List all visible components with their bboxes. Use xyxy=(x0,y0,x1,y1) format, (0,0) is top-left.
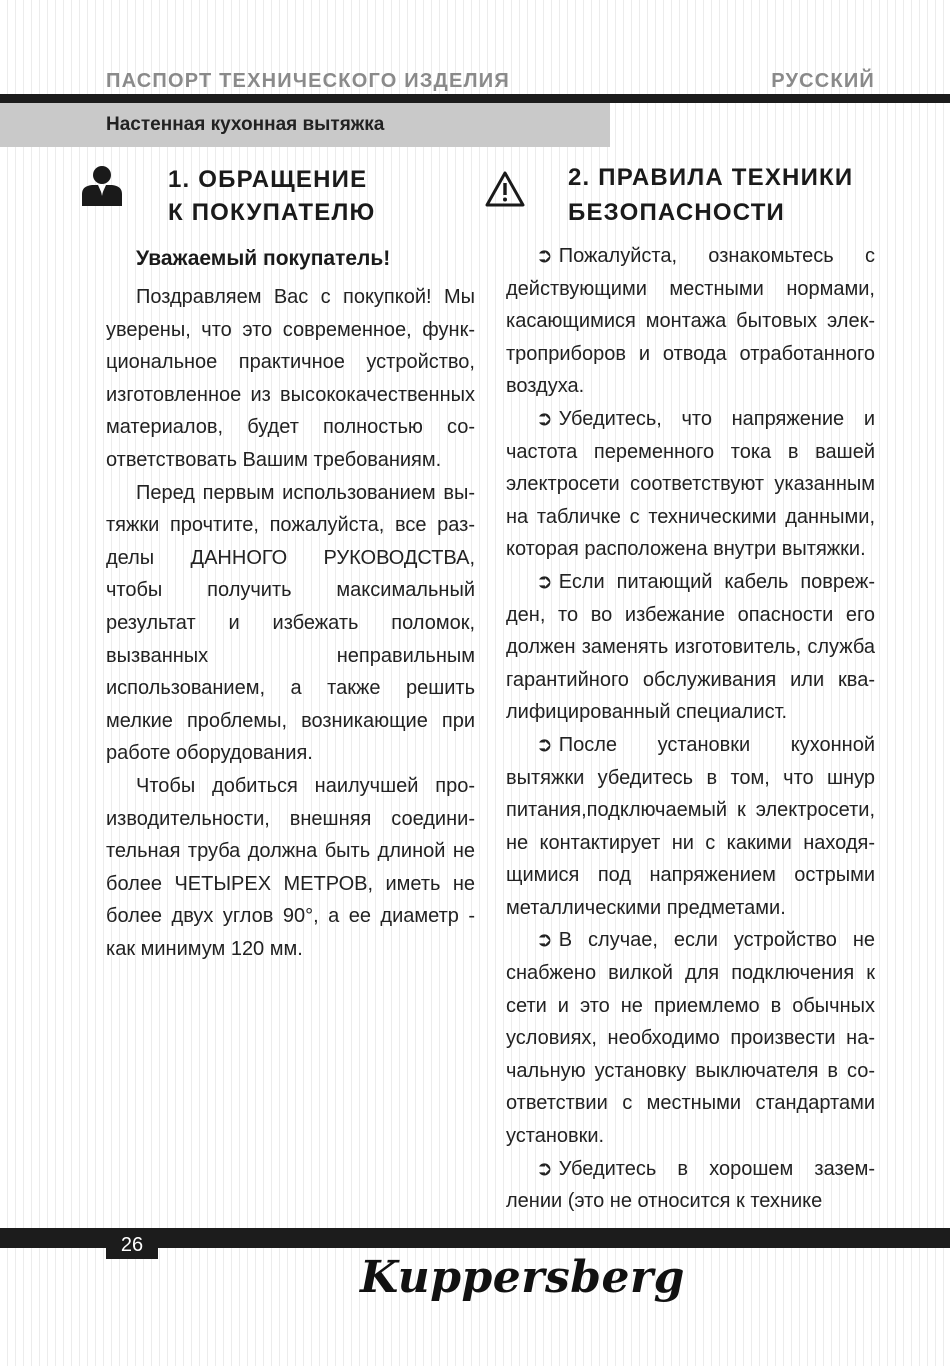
list-item-text: В случае, если устройство не снабжено вилкой для подключения к сети и это не приемлемо в обычных условиях, необходимо произвести начальную установку выключателя в соответствии с местными стандартами установки. xyxy=(506,929,875,1148)
list-item xyxy=(506,566,875,729)
arrow-bullet-icon: ➲ xyxy=(536,733,553,756)
list-item xyxy=(506,1153,875,1218)
warning-icon xyxy=(484,170,526,208)
person-icon xyxy=(80,164,124,206)
paragraph: Чтобы добиться наилучшей производительности, внешняя соединительная труба должна быть длиной не более ЧЕТЫРЕХ МЕТРОВ, иметь не более двух углов 90°, а ее диаметр - как минимум 120 мм. xyxy=(106,774,475,960)
language-label: РУССКИЙ xyxy=(771,70,875,92)
list-item-text: После установки кухонной вытяжки убедитесь в том, что шнур питания,подключаемый к электросети, не контактирует ни с какими находящимися под напряжением острыми металлическими предметами. xyxy=(506,733,875,919)
section-safety-rules xyxy=(506,160,875,1218)
list-item-text: Если питающий кабель поврежден, то во избежание опасности его должен заменять изготовитель, служба гарантийного обслуживания или квалифицированный специалист. xyxy=(506,570,875,724)
greeting: Уважаемый покупатель! xyxy=(136,247,391,270)
section-title xyxy=(168,163,475,229)
list-item-text: Пожалуйста, ознакомьтесь с действующими местными нормами, касающимися монтажа бытовых электроприборов и отвода отработанного воздуха. xyxy=(506,245,875,398)
safety-list xyxy=(506,240,875,1218)
list-item xyxy=(506,729,875,925)
list-item xyxy=(506,924,875,1152)
arrow-bullet-icon: ➲ xyxy=(536,570,553,593)
arrow-bullet-icon: ➲ xyxy=(536,407,553,430)
arrow-bullet-icon: ➲ xyxy=(536,245,553,267)
paragraph: Поздравляем Вас с покупкой! Мы уверены, что это современное, функциональное практичное устройство, изготовленное из высококачественных материалов, будет полностью соответствовать Вашим требованиям. xyxy=(106,286,475,471)
subtitle-band xyxy=(0,103,610,147)
page-number: 26 xyxy=(106,1231,158,1259)
document-title: ПАСПОРТ ТЕХНИЧЕСКОГО ИЗДЕЛИЯ xyxy=(106,70,510,92)
arrow-bullet-icon: ➲ xyxy=(536,1157,553,1180)
brand-logo: Kuppersberg xyxy=(360,1252,685,1303)
list-item xyxy=(506,240,875,403)
paragraph: Перед первым использованием вытяжки прочтите, пожалуйста, все разделы ДАННОГО РУКОВОДСТВА, чтобы получить максимальный результат и избежать поломок, вызванных неправильным использованием, а также решить мелкие проблемы, возникающие при работе оборудования. xyxy=(106,481,475,765)
section-title-line2: К ПОКУПАТЕЛЮ xyxy=(168,199,376,226)
arrow-bullet-icon: ➲ xyxy=(536,929,553,952)
list-item xyxy=(506,403,875,566)
header-divider xyxy=(0,94,950,103)
section-title-line1: 2. ПРАВИЛА ТЕХНИКИ xyxy=(568,164,854,191)
page-header xyxy=(0,0,950,104)
product-subtitle: Настенная кухонная вытяжка xyxy=(106,114,385,135)
list-item-text: Убедитесь, что напряжение и частота переменного тока в вашей электросети соответствуют указанным на табличке с техническими данными, которая расположена внутри вытяжки. xyxy=(506,407,875,561)
list-item-text: Убедитесь в хорошем заземлении (это не относится к технике xyxy=(506,1157,875,1213)
section-customer-address xyxy=(106,160,475,965)
section-title-line2: БЕЗОПАСНОСТИ xyxy=(568,199,786,226)
section-title-line1: 1. ОБРАЩЕНИЕ xyxy=(168,166,368,193)
section-title xyxy=(568,160,875,230)
